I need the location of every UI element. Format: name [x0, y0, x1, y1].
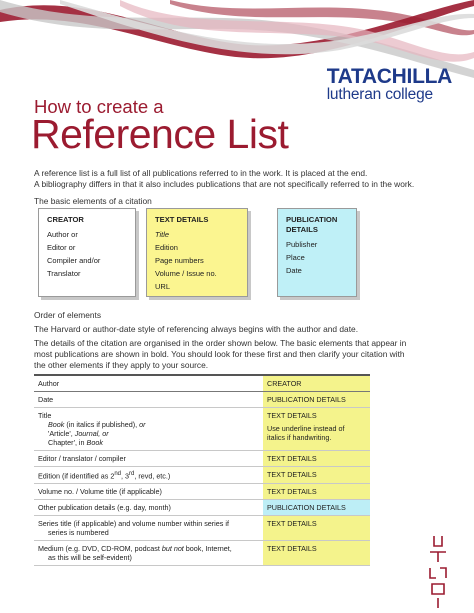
table-row: [34, 500, 370, 516]
table-row: [34, 516, 370, 541]
row-label: Title Book (in italics if published), or 'Article', Journal, or Chapter', in Book: [38, 411, 146, 447]
row-category: TEXT DETAILS: [263, 467, 370, 484]
row-category: TEXT DETAILS: [263, 541, 370, 566]
row-category: PUBLICATION DETAILS: [263, 500, 370, 516]
text-details-item: Volume / Issue no.: [155, 269, 217, 278]
row-category: TEXT DETAILS: [263, 516, 370, 541]
creator-item: Translator: [47, 269, 81, 278]
elements-table: [34, 374, 370, 566]
text-details-item: Edition: [155, 243, 178, 252]
order-para-2-line-1: The details of the citation are organised in the order shown below. The basic elements that appear in: [34, 338, 407, 348]
row-category: PUBLICATION DETAILS: [263, 392, 370, 408]
logo-line1: TATACHILLA: [326, 65, 452, 88]
row-label: Editor / translator / compiler: [38, 454, 126, 463]
creator-item: Compiler and/or: [47, 256, 101, 265]
row-label: Author: [38, 379, 60, 388]
college-emblem-icon: [424, 532, 452, 610]
publication-details-box: [277, 208, 357, 297]
row-label: Edition (if identified as 2nd, 3rd, revd, etc.): [38, 471, 171, 481]
row-label: Volume no. / Volume title (if applicable): [38, 487, 162, 497]
row-category: CREATOR: [263, 375, 370, 392]
order-para-2-line-2: most publications are shown in bold. You should look for these first and then clarify your citation with: [34, 349, 405, 359]
table-row: [34, 392, 370, 408]
basic-elements-heading: The basic elements of a citation: [34, 196, 152, 206]
page-subtitle: How to create a: [34, 96, 164, 117]
text-details-box: [146, 208, 248, 297]
publication-item: Publisher: [286, 240, 318, 249]
creator-item: Author or: [47, 230, 78, 239]
table-row: [34, 408, 370, 451]
publication-item: Date: [286, 266, 302, 275]
table-row: [34, 375, 370, 392]
creator-box: [38, 208, 136, 297]
row-category: TEXT DETAILS: [263, 451, 370, 467]
creator-item: Editor or: [47, 243, 76, 252]
text-details-item: URL: [155, 282, 171, 291]
text-details-item: Title: [155, 230, 170, 239]
order-para-1: The Harvard or author-date style of referencing always begins with the author and date.: [34, 324, 359, 334]
table-row: [34, 541, 370, 566]
order-para-2-line-3: the other elements if they apply to your source.: [34, 360, 209, 370]
table-row: [34, 467, 370, 484]
row-category: TEXT DETAILS Use underline instead of italics if handwriting.: [263, 408, 370, 451]
text-details-box-heading: TEXT DETAILS: [155, 215, 209, 224]
row-category: TEXT DETAILS: [263, 484, 370, 500]
publication-box-heading: PUBLICATION DETAILS: [286, 215, 338, 234]
intro-line-1: A reference list is a full list of all publications referred to in the work. It is placed at the end.: [34, 168, 368, 178]
row-label: Date: [38, 395, 54, 404]
publication-item: Place: [286, 253, 305, 262]
page-title: Reference List: [31, 111, 289, 157]
table-row: [34, 451, 370, 467]
intro-line-2: A bibliography differs in that it also includes publications that are not specifically referred to in the work.: [34, 179, 415, 189]
college-logo: [327, 66, 452, 102]
logo-line2: lutheran college: [326, 86, 433, 103]
table-row: [34, 484, 370, 500]
row-label: Other publication details (e.g. day, month): [38, 503, 171, 513]
creator-box-heading: CREATOR: [47, 215, 84, 224]
order-heading: Order of elements: [34, 310, 102, 320]
text-details-item: Page numbers: [155, 256, 204, 265]
row-label: Medium (e.g. DVD, CD-ROM, podcast but not book, Internet, as this will be self-evident): [38, 544, 232, 563]
row-label: Series title (if applicable) and volume number within series if series is numbered: [38, 519, 229, 538]
